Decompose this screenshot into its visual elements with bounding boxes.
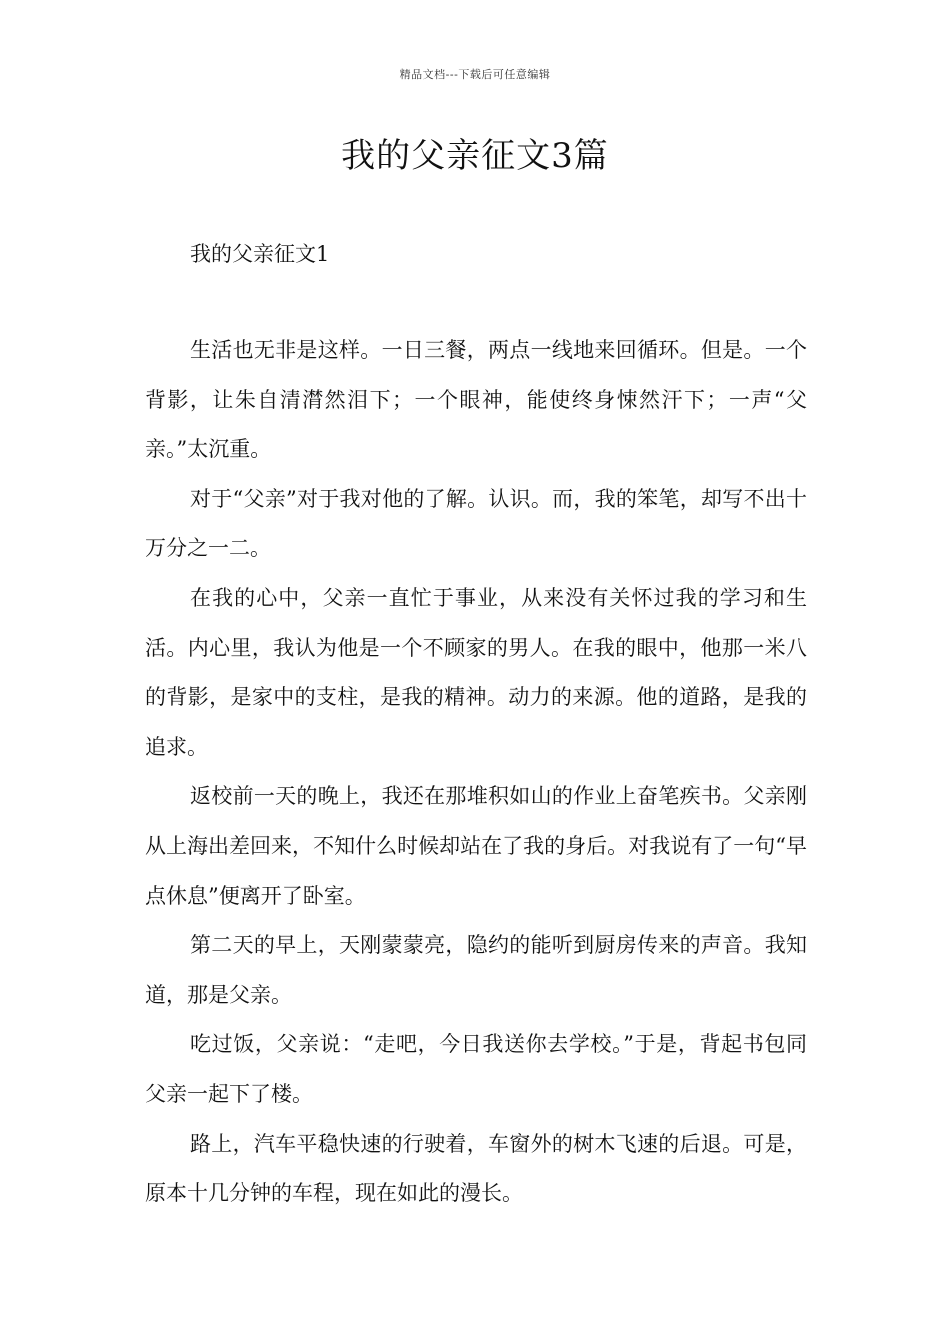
section-heading: 我的父亲征文1 — [190, 242, 330, 266]
paragraph: 吃过饭，父亲说：“走吧，今日我送你去学校。”于是，背起书包同父亲一起下了楼。 — [145, 1032, 807, 1106]
paragraph: 第二天的早上，天刚蒙蒙亮，隐约的能听到厨房传来的声音。我知道，那是父亲。 — [145, 933, 807, 1007]
header-note: 精品文档---下载后可任意编辑 — [399, 68, 551, 81]
paragraph: 返校前一天的晚上，我还在那堆积如山的作业上奋笔疾书。父亲刚从上海出差回来，不知什么时候却站在了我的身后。对我说有了一句“早点休息”便离开了卧室。 — [145, 784, 807, 908]
body-text — [145, 326, 807, 1219]
document-title: 我的父亲征文3篇 — [341, 136, 609, 176]
paragraph: 路上，汽车平稳快速的行驶着，车窗外的树木飞速的后退。可是，原本十几分钟的车程，现在如此的漫长。 — [145, 1131, 807, 1206]
paragraph: 在我的心中，父亲一直忙于事业，从来没有关怀过我的学习和生活。内心里，我认为他是一个不顾家的男人。在我的眼中，他那一米八的背影，是家中的支柱，是我的精神。动力的来源。他的道路，是我的追求。 — [145, 585, 807, 759]
paragraph: 生活也无非是这样。一日三餐，两点一线地来回循环。但是。一个背影，让朱自清潸然泪下；一个眼神，能使终身悚然汗下；一声“父亲。”太沉重。 — [145, 338, 807, 462]
paragraph: 对于“父亲”对于我对他的了解。认识。而，我的笨笔，却写不出十万分之一二。 — [145, 486, 807, 561]
